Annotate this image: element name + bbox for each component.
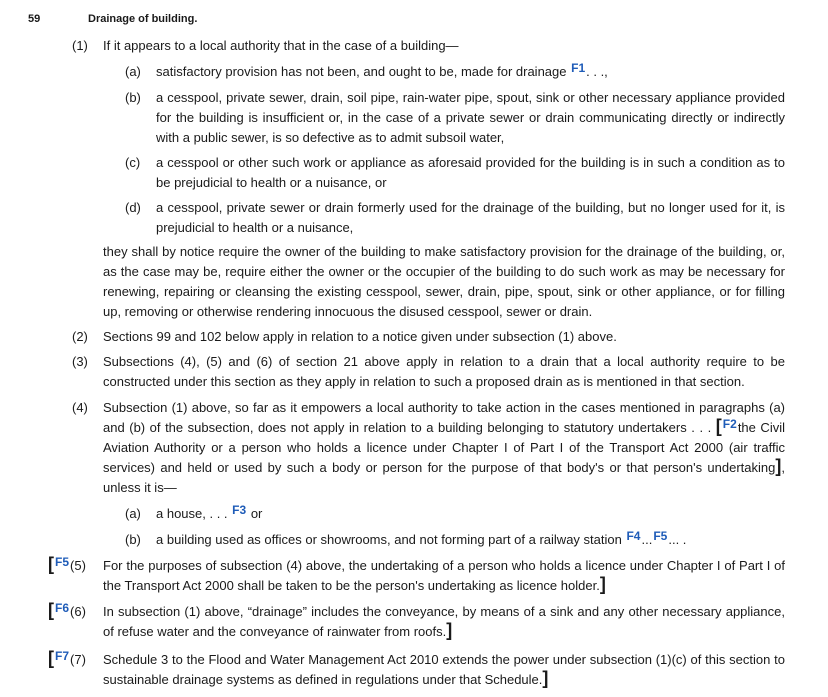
closing-text: they shall by notice require the owner of the building to make satisfactory provision for the drainage of the building, or, as the case may be, require either the owner or the occupier of the building to do such work as may be necessary for renewing, repairing or cleansing the existing cesspool, sewer, drain, pipe, spout, sink or other appliance, or for filling up, removing or otherwise rendering innocuous the disused cesspool, sewer or drain.: [103, 244, 785, 319]
text-pre: Subsection (1) above, so far as it empowers a local authority to take action in the cases mentioned in paragraphs (a) and (b) of the subsection, does not apply in relation to a building belonging to statutory undertakers . . .: [103, 400, 785, 435]
paragraph-text: a cesspool, private sewer, drain, soil pipe, rain-water pipe, spout, sink or other necessary appliance provided for the building is insufficient or, in the case of a private sewer or drain communicating directly or indirectly with a public sewer, is so defective as to admit subsoil water,: [156, 90, 785, 145]
amendment-open-bracket: [: [48, 648, 54, 668]
amended-text: Schedule 3 to the Flood and Water Management Act 2010 extends the power under subsection (1)(c) of this section to sustainable drainage systems as defined in regulations under that Schedule.: [103, 652, 785, 687]
paragraph-text-main: a building used as offices or showrooms, and not forming part of a railway station: [156, 532, 622, 547]
paragraph-number: (d): [125, 200, 141, 215]
paragraph-number: (b): [125, 90, 141, 105]
paragraph-text-main: a house, . . .: [156, 506, 228, 521]
footnote-marker-f2[interactable]: F2: [722, 417, 737, 431]
section-number: 59: [28, 13, 41, 25]
paragraph-text: [156, 504, 785, 524]
footnote-marker-f5[interactable]: F5: [55, 555, 70, 569]
amended-text: the Civil Aviation Authority or a person who holds a licence under Chapter I of Part I of the Transport Act 2000 (air traffic services) and held or used by such a body or person for the purpose of that body's or that person's undertaking: [103, 420, 785, 475]
footnote-marker-f5[interactable]: F5: [653, 529, 668, 543]
paragraph-number: (a): [125, 506, 141, 521]
amended-text: For the purposes of subsection (4) above, the undertaking of a person who holds a licence under Chapter I of Part I of the Transport Act 2000 shall be taken to be the person's undertaking as licence holder.: [103, 558, 785, 593]
subsection-text: [103, 398, 785, 498]
subsection-number: (1): [72, 38, 88, 53]
subsection-text: [103, 602, 785, 642]
footnote-marker-f1[interactable]: F1: [571, 61, 586, 75]
subsection-prefix: [48, 602, 86, 622]
paragraph-tail: . . .,: [586, 64, 608, 79]
subsection-text: [103, 556, 785, 596]
subsection-text: [103, 650, 785, 690]
subsection-text: If it appears to a local authority that in the case of a building—: [103, 38, 459, 53]
subsection-number: (6): [70, 604, 86, 619]
paragraph-number: (c): [125, 155, 141, 170]
paragraph-text: a cesspool, private sewer or drain formerly used for the drainage of the building, but no longer used for it, is prejudicial to health or a nuisance,: [156, 200, 785, 235]
amendment-close-bracket: ]: [599, 574, 606, 594]
subsection-number: (2): [72, 329, 88, 344]
amended-text: In subsection (1) above, “drainage” includes the conveyance, by means of a sink and any other necessary appliance, of refuse water and the conveyance of rainwater from roofs.: [103, 604, 785, 639]
footnote-marker-f6[interactable]: F6: [55, 601, 70, 615]
paragraph-text: [156, 530, 785, 550]
subsection-number: (5): [70, 558, 86, 573]
paragraph-text: a cesspool or other such work or appliance as aforesaid provided for the building is in such a condition as to be prejudicial to health or a nuisance, or: [156, 155, 785, 190]
footnote-marker-f4[interactable]: F4: [626, 529, 641, 543]
subsection-prefix: [48, 650, 86, 670]
paragraph-number: (b): [125, 532, 141, 547]
paragraph-tail: or: [250, 506, 263, 521]
paragraph-tail: ... .: [668, 532, 687, 547]
subsection-number: (3): [72, 354, 88, 369]
amendment-open-bracket: [: [48, 554, 54, 574]
amendment-close-bracket: ]: [775, 456, 782, 476]
subsection-number: (4): [72, 400, 88, 415]
paragraph-text: [156, 62, 785, 82]
footnote-marker-f7[interactable]: F7: [55, 649, 70, 663]
amendment-open-bracket: [: [48, 600, 54, 620]
amendment-close-bracket: ]: [542, 668, 549, 688]
amendment-open-bracket: [: [715, 416, 722, 436]
section-title: Drainage of building.: [88, 13, 198, 25]
subsection-text: Sections 99 and 102 below apply in relation to a notice given under subsection (1) above.: [103, 329, 617, 344]
subsection-number: (7): [70, 652, 86, 667]
subsection-prefix: [48, 556, 86, 576]
paragraph-number: (a): [125, 64, 141, 79]
subsection-text: Subsections (4), (5) and (6) of section 21 above apply in relation to a drain that a local authority require to be constructed under this section as they apply in relation to such a proposed drain as is mentioned in that section.: [103, 354, 785, 389]
paragraph-text-main: satisfactory provision has not been, and ought to be, made for drainage: [156, 64, 567, 79]
omission-dots: ...: [641, 532, 653, 547]
text-post: , unless it is—: [103, 460, 785, 495]
footnote-marker-f3[interactable]: F3: [232, 503, 247, 517]
amendment-close-bracket: ]: [446, 620, 453, 640]
